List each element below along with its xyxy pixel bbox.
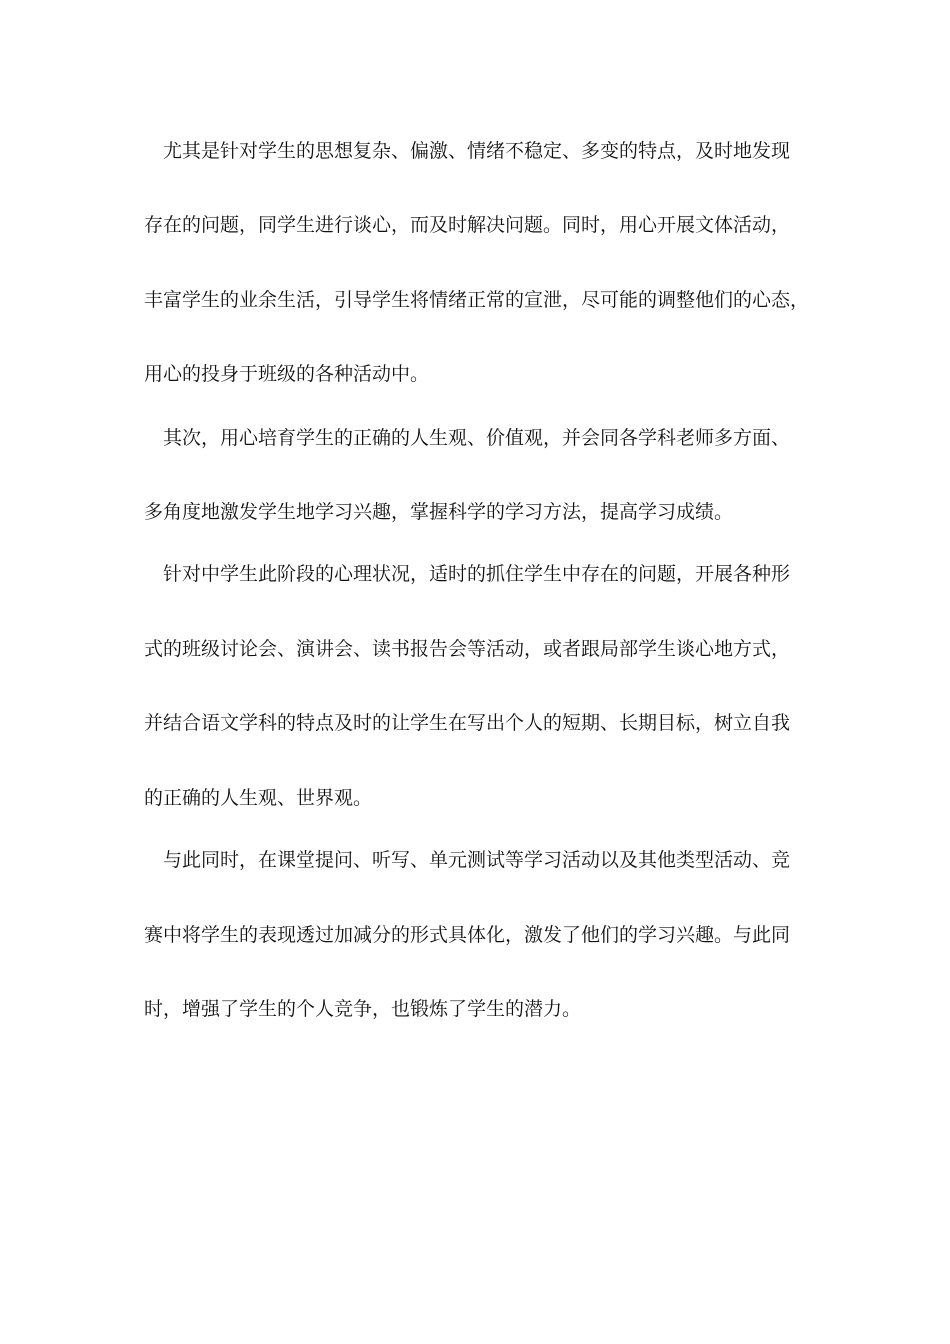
paragraph-3-line-3: 并结合语文学科的特点及时的让学生在写出个人的短期、长期目标，树立自我 xyxy=(144,712,791,734)
paragraph-4-line-3: 时，增强了学生的个人竞争，也锻炼了学生的潜力。 xyxy=(144,998,582,1020)
paragraph-1-line-4: 用心的投身于班级的各种活动中。 xyxy=(144,363,430,385)
paragraph-2-line-2: 多角度地激发学生地学习兴趣，掌握科学的学习方法，提高学习成绩。 xyxy=(144,501,734,523)
paragraph-2-line-1: 其次，用心培育学生的正确的人生观、价值观，并会同各学科老师多方面、 xyxy=(163,427,791,449)
paragraph-4-line-2: 赛中将学生的表现透过加减分的形式具体化，激发了他们的学习兴趣。与此同 xyxy=(144,924,791,946)
paragraph-3-line-4: 的正确的人生观、世界观。 xyxy=(144,787,373,809)
paragraph-1-line-1: 尤其是针对学生的思想复杂、偏激、情绪不稳定、多变的特点，及时地发现 xyxy=(163,140,791,162)
paragraph-1-line-2: 存在的问题，同学生进行谈心，而及时解决问题。同时，用心开展文体活动， xyxy=(144,214,791,236)
paragraph-3-line-2: 式的班级讨论会、演讲会、读书报告会等活动，或者跟局部学生谈心地方式， xyxy=(144,638,791,660)
paragraph-4-line-1: 与此同时，在课堂提问、听写、单元测试等学习活动以及其他类型活动、竞 xyxy=(163,849,791,871)
paragraph-3-line-1: 针对中学生此阶段的心理状况，适时的抓住学生中存在的问题，开展各种形 xyxy=(163,563,791,585)
paragraph-1-line-3: 丰富学生的业余生活，引导学生将情绪正常的宣泄，尽可能的调整他们的心态， xyxy=(144,289,810,311)
